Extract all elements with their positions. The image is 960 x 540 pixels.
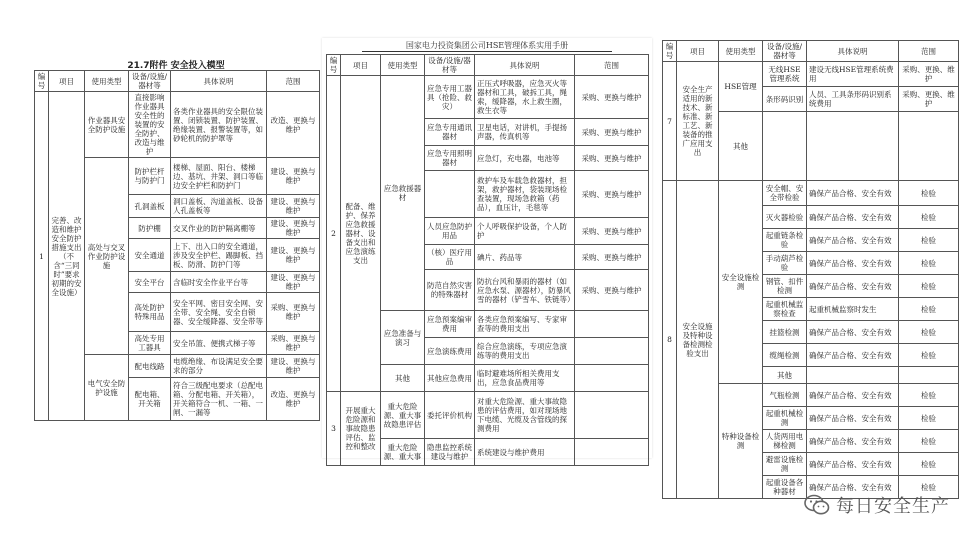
left-document-page [30, 48, 322, 426]
scope-cell: 采购、更换与维护 [575, 218, 649, 245]
description-cell: 确保产品合格、安全有效 [807, 384, 899, 407]
right-document-page [658, 38, 960, 496]
description-cell: 符合三级配电要求（总配电箱、分配电箱、开关箱），开关箱符合一机、一箱、一闸、一漏等 [171, 378, 267, 421]
description-cell: 卫星电话，对讲机，手提扬声器，传真机等 [475, 119, 575, 146]
column-header: 项目 [677, 41, 719, 62]
scope-cell [575, 311, 649, 338]
column-header: 具体说明 [807, 41, 899, 62]
column-header: 使用类型 [719, 41, 763, 62]
scope-cell: 检验 [899, 407, 959, 430]
wechat-icon [804, 494, 830, 516]
description-cell: 上下、出入口的安全通道，涉及安全护栏、踢脚板、挡板、防滑、防护门等 [171, 239, 267, 272]
description-cell: 确保产品合格、安全有效 [807, 453, 899, 476]
description-cell: 电缆绝缘、布设满足安全要求的部分 [171, 355, 267, 378]
usage-type-cell: 特种设备检测 [719, 384, 763, 499]
project-cell: 配备、维护、保养应急救援器材、设备支出和应急演练支出 [341, 76, 381, 392]
description-cell: 对重大危险源、重大事故隐患的评估费用，如对现场地下电缆、光缆及含管线的探测费用 [475, 392, 575, 439]
scope-cell: 建设、更换与维护 [267, 218, 320, 239]
scope-cell [899, 112, 959, 181]
equipment-cell: 应急专用通讯器材 [425, 119, 475, 146]
equipment-cell: 起重设备各种器材 [763, 476, 807, 499]
usage-type-cell: 作业器具安全防护设施 [85, 92, 129, 158]
description-cell: 起重机械监察时发生 [807, 298, 899, 321]
equipment-cell: 安全帽、安全带检验 [763, 181, 807, 206]
scope-cell: 检验 [899, 321, 959, 344]
equipment-cell: 配电线路 [129, 355, 171, 378]
equipment-cell: 起重链条检验 [763, 229, 807, 252]
usage-type-cell: 电气安全防护设施 [85, 355, 129, 421]
row-number: 8 [663, 181, 677, 499]
description-cell: 应急灯，充电器，电池等 [475, 146, 575, 171]
equipment-cell: 手动葫芦检验 [763, 252, 807, 275]
scope-cell: 检验 [899, 206, 959, 229]
description-cell: 安全平网、密目安全网、安全带、安全绳、安全自锁器、安全缓降器、安全带等 [171, 293, 267, 332]
description-cell: 人员、工具条形码识别系统费用 [807, 87, 899, 112]
scope-cell: 检验 [899, 181, 959, 206]
equipment-cell: （核）医疗用品 [425, 245, 475, 270]
description-cell: 确保产品合格、安全有效 [807, 476, 899, 499]
left-page-title: 21.7附件 安全投入模型 [127, 61, 225, 71]
description-cell [807, 367, 899, 384]
description-cell: 交叉作业的防护隔离棚等 [171, 218, 267, 239]
scope-cell: 建设、更换与维护 [267, 239, 320, 272]
column-header: 使用类型 [381, 55, 425, 76]
description-cell: 救护车及车载急救器材，担架，救护器材，袋装现场检查装置，现场急救箱（药品），血压计，毛毯等 [475, 171, 575, 218]
usage-type-cell: 高处与交叉作业防护设施 [85, 158, 129, 355]
scope-cell: 采购、更换、维护 [899, 87, 959, 112]
column-header: 设备/设施/器材等 [129, 71, 171, 92]
scope-cell [575, 338, 649, 365]
scope-cell: 采购、更换与维护 [267, 293, 320, 332]
equipment-cell: 应急专用工器具（抢险、救灾） [425, 76, 475, 119]
scope-cell [575, 392, 649, 439]
equipment-cell: 气瓶检测 [763, 384, 807, 407]
description-cell: 建设无线HSE管理系统费用 [807, 62, 899, 87]
description-cell: 确保产品合格、安全有效 [807, 206, 899, 229]
description-cell: 确保产品合格、安全有效 [807, 181, 899, 206]
scope-cell: 检验 [899, 252, 959, 275]
right-investment-table [662, 40, 959, 499]
description-cell: 个人呼吸保护设备，个人防护 [475, 218, 575, 245]
scope-cell: 采购、更换与维护 [575, 171, 649, 218]
scope-cell: 采购、更换与维护 [267, 332, 320, 355]
column-header: 范围 [575, 55, 649, 76]
equipment-cell: 起重机械监察检查 [763, 298, 807, 321]
project-cell: 完善、改造和维护安全防护措施支出（不含“三同时”要求初期的安全设施） [49, 92, 85, 421]
column-header: 编号 [663, 41, 677, 62]
equipment-cell [425, 171, 475, 218]
table-row [663, 62, 959, 87]
description-cell: 碘片、药品等 [475, 245, 575, 270]
description-cell: 确保产品合格、安全有效 [807, 430, 899, 453]
scope-cell: 检验 [899, 229, 959, 252]
row-number: 2 [327, 76, 341, 392]
scope-cell: 检验 [899, 430, 959, 453]
equipment-cell: 条形码识别 [763, 87, 807, 112]
column-header: 设备/设施/器材等 [425, 55, 475, 76]
description-cell: 含临时安全作业平台等 [171, 272, 267, 293]
equipment-cell: 孔洞盖板 [129, 195, 171, 218]
table-header-row [327, 55, 649, 76]
scope-cell: 检验 [899, 344, 959, 367]
equipment-cell: 无线HSE管理系统 [763, 62, 807, 87]
equipment-cell: 应急专用照明器材 [425, 146, 475, 171]
equipment-cell: 安全通道 [129, 239, 171, 272]
middle-investment-table [326, 54, 649, 466]
project-cell: 安全生产适用的新技术、新标准、新工艺、新装备的推广应用支出 [677, 62, 719, 181]
scope-cell: 检验 [899, 275, 959, 298]
description-cell: 确保产品合格、安全有效 [807, 252, 899, 275]
usage-type-cell: 安全设施检测 [719, 181, 763, 384]
scope-cell: 采购、更换与维护 [575, 270, 649, 311]
column-header: 编号 [327, 55, 341, 76]
column-header: 范围 [267, 71, 320, 92]
equipment-cell: 人货两用电梯检测 [763, 430, 807, 453]
scope-cell [899, 367, 959, 384]
scope-cell: 检验 [899, 453, 959, 476]
scope-cell: 采购、更换与维护 [575, 119, 649, 146]
table-row [663, 181, 959, 206]
equipment-cell: 挂篮检测 [763, 321, 807, 344]
equipment-cell: 应急预案编审费用 [425, 311, 475, 338]
row-number: 1 [35, 92, 49, 421]
table-row [327, 392, 649, 439]
description-cell: 系统建设与维护费用 [475, 439, 575, 466]
left-investment-table [34, 70, 320, 421]
usage-type-cell: 应急准备与演习 [381, 311, 425, 365]
description-cell [807, 112, 899, 181]
description-cell: 临时避难场所相关费用支出，应急食品费用等 [475, 365, 575, 392]
table-header-row [35, 71, 320, 92]
description-cell: 安全吊篮、便携式梯子等 [171, 332, 267, 355]
equipment-cell: 其他应急费用 [425, 365, 475, 392]
description-cell: 确保产品合格、安全有效 [807, 344, 899, 367]
scope-cell [575, 365, 649, 392]
project-cell: 安全设施及特种设备检测检验支出 [677, 181, 719, 499]
usage-type-cell: 其他 [381, 365, 425, 392]
equipment-cell: 人员应急防护用品 [425, 218, 475, 245]
description-cell: 各类作业器具的安全限位装置、闭锁装置、防护装置、绝缘装置、报警装置等，如砂轮机的防护罩等 [171, 92, 267, 158]
middle-document-page [322, 38, 652, 461]
equipment-cell: 避雷设施检测 [763, 453, 807, 476]
usage-type-cell: HSE管理 [719, 62, 763, 112]
scope-cell: 改造、更换与维护 [267, 92, 320, 158]
column-header: 编号 [35, 71, 49, 92]
description-cell: 确保产品合格、安全有效 [807, 407, 899, 430]
equipment-cell: 其他 [763, 367, 807, 384]
equipment-cell: 隐患监控系统建设与维护 [425, 439, 475, 466]
row-number: 3 [327, 392, 341, 466]
column-header: 范围 [899, 41, 959, 62]
column-header: 项目 [341, 55, 381, 76]
equipment-cell: 配电箱、开关箱 [129, 378, 171, 421]
description-cell: 洞口盖板、沟道盖板、设备人孔盖板等 [171, 195, 267, 218]
equipment-cell: 防范自然灾害的特殊器材 [425, 270, 475, 311]
project-cell: 开展重大危险源和事故隐患评估、监控和整改 [341, 392, 381, 466]
description-cell: 确保产品合格、安全有效 [807, 321, 899, 344]
usage-type-cell: 重大危险源、重大事 [381, 439, 425, 466]
equipment-cell: 灭火器检验 [763, 206, 807, 229]
scope-cell: 采购、更换与维护 [575, 146, 649, 171]
scope-cell: 建设、更换与维护 [267, 195, 320, 218]
watermark-text: 每日安全生产 [836, 496, 950, 517]
description-cell: 确保产品合格、安全有效 [807, 229, 899, 252]
description-cell: 确保产品合格、安全有效 [807, 275, 899, 298]
scope-cell: 检验 [899, 476, 959, 499]
scope-cell [575, 439, 649, 466]
equipment-cell: 防护棚 [129, 218, 171, 239]
usage-type-cell: 其他 [719, 112, 763, 181]
equipment-cell: 高处专用工器具 [129, 332, 171, 355]
equipment-cell: 防护栏杆与防护门 [129, 158, 171, 195]
usage-type-cell: 应急救援器材 [381, 76, 425, 311]
equipment-cell: 安全平台 [129, 272, 171, 293]
scope-cell: 采购、更换与维护 [575, 76, 649, 119]
scope-cell: 检验 [899, 298, 959, 321]
scope-cell: 采购、更换与维护 [575, 245, 649, 270]
equipment-cell: 应急演练费用 [425, 338, 475, 365]
table-row [327, 76, 649, 119]
description-cell: 各类应急预案编写、专家审查等的费用支出 [475, 311, 575, 338]
column-header: 具体说明 [171, 71, 267, 92]
description-cell: 楼梯、屋面、阳台、楼梯边、基坑、井架、洞口等临边安全护栏和防护门 [171, 158, 267, 195]
equipment-cell [763, 112, 807, 181]
row-number: 7 [663, 62, 677, 181]
scope-cell: 改造、更换与维护 [267, 378, 320, 421]
equipment-cell: 委托评价机构 [425, 392, 475, 439]
equipment-cell: 缆绳检测 [763, 344, 807, 367]
equipment-cell: 钢管、扣件检测 [763, 275, 807, 298]
scope-cell: 建设、更换与维护 [267, 355, 320, 378]
middle-page-header: 国家电力投资集团公司HSE管理体系实用手册 [362, 40, 612, 52]
description-cell: 综合应急演练，专项应急演练等的费用支出 [475, 338, 575, 365]
scope-cell: 检验 [899, 384, 959, 407]
table-header-row [663, 41, 959, 62]
column-header: 具体说明 [475, 55, 575, 76]
equipment-cell: 高处防护特殊用品 [129, 293, 171, 332]
description-cell: 防抗台风和暴雨的器材（如应急水泵、源器材），防暴风雪的器材（铲雪车、铁链等） [475, 270, 575, 311]
scope-cell: 建设、更换与维护 [267, 272, 320, 293]
column-header: 设备/设施/器材等 [763, 41, 807, 62]
equipment-cell: 起重机械检测 [763, 407, 807, 430]
usage-type-cell: 重大危险源、重大事故隐患评估 [381, 392, 425, 439]
equipment-cell: 直接影响作业器具安全性的装置的安全防护、改造与维护 [129, 92, 171, 158]
column-header: 项目 [49, 71, 85, 92]
scope-cell: 采购、更换、维护 [899, 62, 959, 87]
column-header: 使用类型 [85, 71, 129, 92]
watermark [804, 492, 950, 518]
description-cell: 正压式呼吸器，应急灭火等器材和工具，破拆工具，绳索，缓降器，水上救生圈，救生衣等 [475, 76, 575, 119]
table-row [35, 92, 320, 158]
scope-cell: 建设、更换与维护 [267, 158, 320, 195]
